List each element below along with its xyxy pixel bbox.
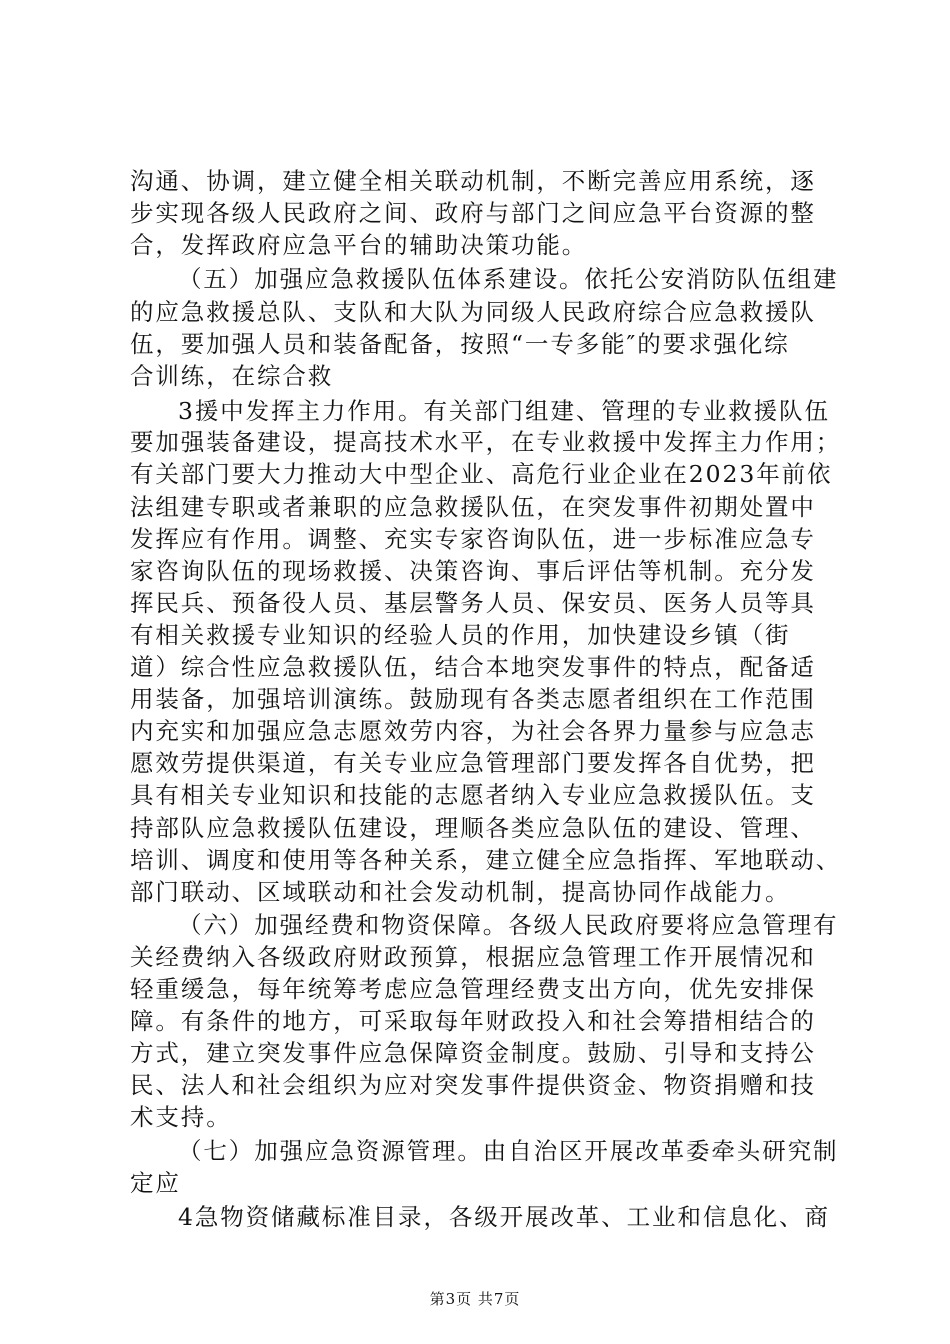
text-line: 持部队应急救援队伍建设，理顺各类应急队伍的建设、管理、 [130, 814, 816, 842]
text-line: （七）加强应急资源管理。由自治区开展改革委牵头研究制 [178, 1137, 839, 1165]
text-line: 挥民兵、预备役人员、基层警务人员、保安员、医务人员等具 [130, 589, 816, 617]
text-line: 关经费纳入各级政府财政预算，根据应急管理工作开展情况和 [130, 943, 816, 971]
text-line: 法组建专职或者兼职的应急救援队伍，在突发事件初期处置中 [130, 493, 816, 521]
text-line: 培训、调度和使用等各种关系，建立健全应急指挥、军地联动、 [130, 846, 842, 874]
text-line: 民、法人和社会组织为应对突发事件提供资金、物资捐赠和技 [130, 1071, 816, 1099]
text-line: 愿效劳提供渠道，有关专业应急管理部门要发挥各自优势，把 [130, 749, 816, 777]
text-line: 道）综合性应急救援队伍，结合本地突发事件的特点，配备适 [130, 653, 816, 681]
text-line: 步实现各级人民政府之间、政府与部门之间应急平台资源的整 [130, 199, 816, 227]
text-line: 部门联动、区域联动和社会发动机制，提高协同作战能力。 [130, 878, 791, 906]
text-line: （六）加强经费和物资保障。各级人民政府要将应急管理有 [178, 911, 839, 939]
text-line: 轻重缓急，每年统筹考虑应急管理经费支出方向，优先安排保 [130, 975, 816, 1003]
text-line: 障。有条件的地方，可采取每年财政投入和社会筹措相结合的 [130, 1007, 816, 1035]
text-line: 用装备，加强培训演练。鼓励现有各类志愿者组织在工作范围 [130, 685, 816, 713]
text-line: （五）加强应急救援队伍体系建设。依托公安消防队伍组建 [178, 265, 839, 293]
text-line: 沟通、协调，建立健全相关联动机制，不断完善应用系统，逐 [130, 167, 816, 195]
page-footer: 第3页 共7页 [429, 1290, 521, 1308]
text-line: 有相关救援专业知识的经验人员的作用，加快建设乡镇（街 [130, 621, 791, 649]
text-line: 有关部门要大力推动大中型企业、高危行业企业在2023年前依 [130, 460, 833, 488]
text-line: 4急物资储藏标准目录，各级开展改革、工业和信息化、商 [178, 1203, 830, 1231]
text-line: 定应 [130, 1169, 181, 1197]
text-line: 方式，建立突发事件应急保障资金制度。鼓励、引导和支持公 [130, 1039, 816, 1067]
text-line: 发挥应有作用。调整、充实专家咨询队伍，进一步标准应急专 [130, 525, 816, 553]
text-line: 具有相关专业知识和技能的志愿者纳入专业应急救援队伍。支 [130, 781, 816, 809]
text-line: 合训练，在综合救 [130, 362, 334, 390]
text-line: 合，发挥政府应急平台的辅助决策功能。 [130, 231, 588, 259]
text-line: 术支持。 [130, 1103, 232, 1131]
text-line: 伍，要加强人员和装备配备，按照“一专多能″的要求强化综 [130, 330, 790, 358]
text-line: 要加强装备建设，提高技术水平，在专业救援中发挥主力作用； [130, 428, 842, 456]
text-line: 的应急救援总队、支队和大队为同级人民政府综合应急救援队 [130, 298, 816, 326]
text-line: 内充实和加强应急志愿效劳内容，为社会各界力量参与应急志 [130, 717, 816, 745]
text-line: 家咨询队伍的现场救援、决策咨询、事后评估等机制。充分发 [130, 557, 816, 585]
text-line: 3援中发挥主力作用。有关部门组建、管理的专业救援队伍 [178, 397, 830, 425]
